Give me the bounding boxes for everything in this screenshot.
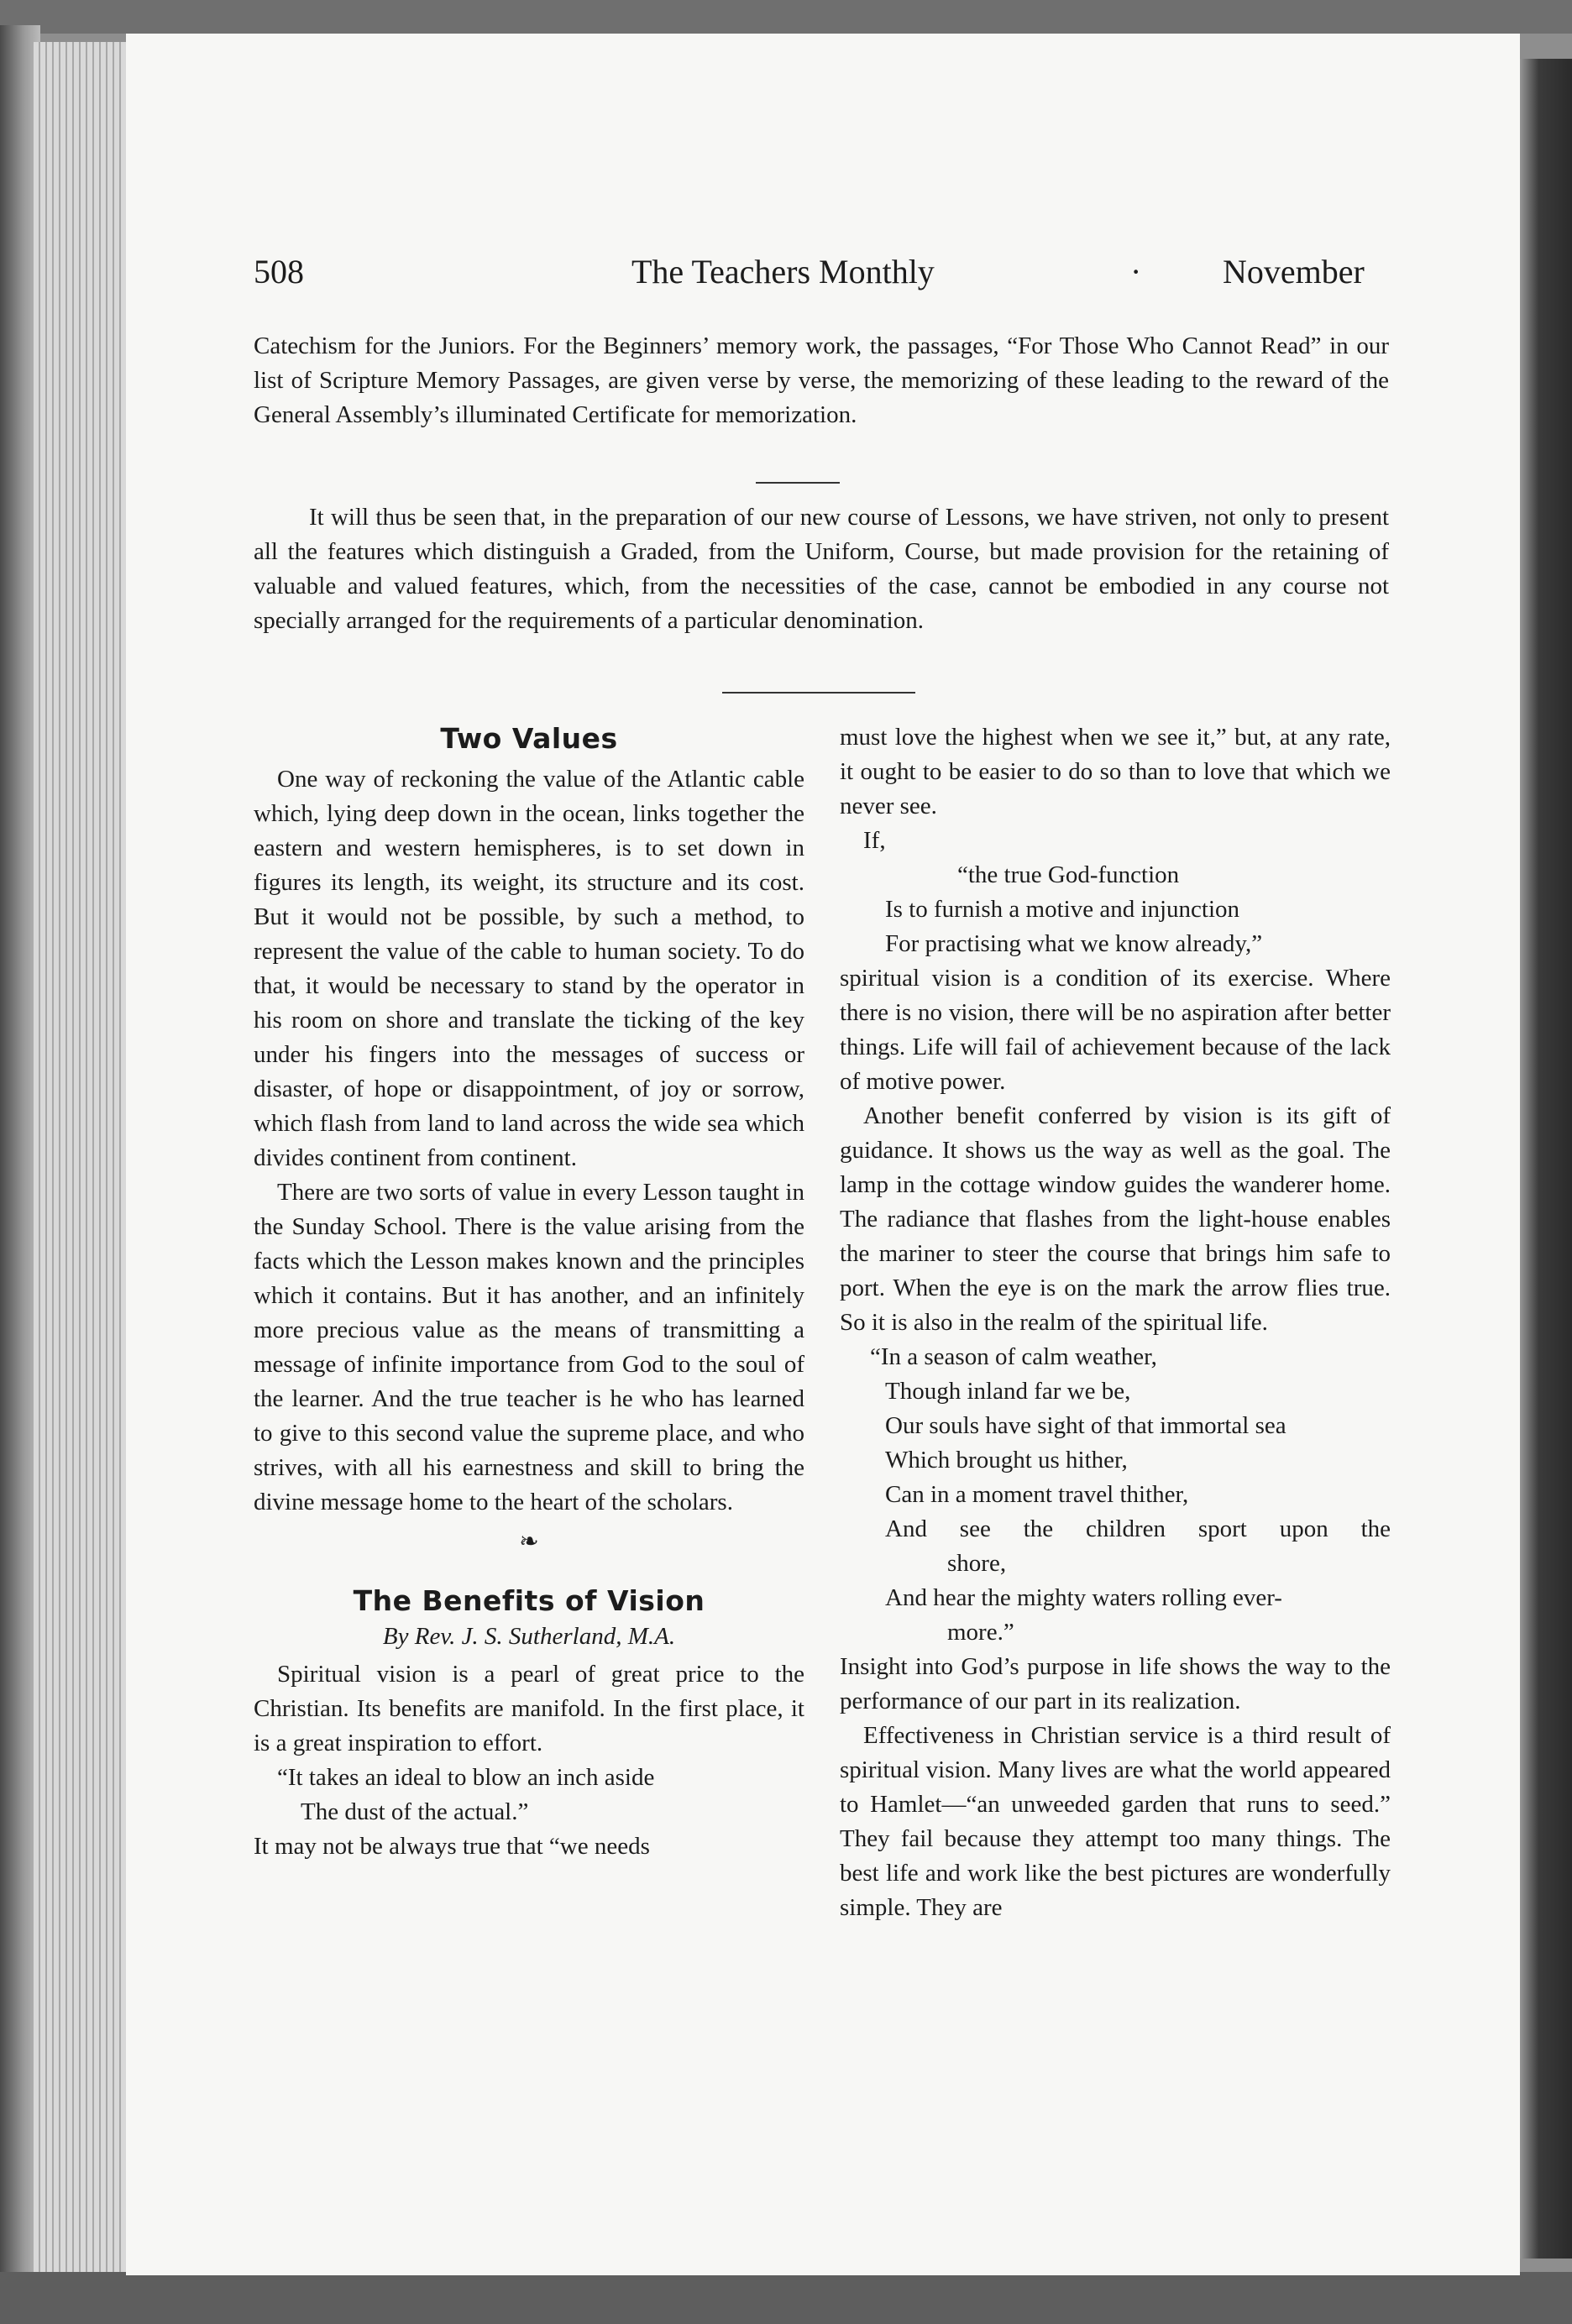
quote-2-line-1: “the true God-function <box>957 861 1180 888</box>
running-month: November <box>1223 253 1365 290</box>
right-page-edge <box>1512 59 1572 2259</box>
benefits-paragraph-2-start: It may not be always true that “we needs <box>254 1833 650 1860</box>
poem-line: Our souls have sight of that immortal sea <box>885 1412 1286 1439</box>
quote-1-line-1: “It takes an ideal to blow an inch aside <box>277 1764 655 1791</box>
quote-2-line-3: For practising what we know already,” <box>885 930 1263 957</box>
poem-line: Can in a moment travel thither, <box>885 1481 1189 1508</box>
benefits-paragraph-1: Spiritual vision is a pearl of great price to the Christian. Its benefits are manifold. In the first place, it is a great inspiration to effort. <box>254 1661 804 1756</box>
benefits-paragraph-3: spiritual vision is a condition of its exercise. Where there is no vision, there will be no aspiration after better things. Life will fail of achievement because of the lack of motive power. <box>840 965 1391 1095</box>
left-column <box>254 720 804 1864</box>
two-values-paragraph-2: There are two sorts of value in every Lesson taught in the Sunday School. There is the value arising from the facts which the Lesson makes known and the principles which it contains. But it has another, and an infinitely more precious value as the means of transmitting a message of infinite importance from God to the soul of the learner. And the true teacher is he who has learned to give to this second value the supreme place, and who strives, with all his earnestness and skill to bring the divine message home to the heart of the scholars. <box>254 1179 804 1515</box>
quote-2-line-2: Is to furnish a motive and injunction <box>885 896 1240 923</box>
intro-paragraph-1: Catechism for the Juniors. For the Beginners’ memory work, the passages, “For Those Who Cannot Read” in our list of Scripture Memory Passages, are given verse by verse, the memorizing of these leading to the reward of the General Assembly’s illuminated Certificate for memorization. <box>254 332 1389 428</box>
header-separator: · <box>1130 253 1142 290</box>
benefits-paragraph-4: Another benefit conferred by vision is its gift of guidance. It shows us the way as well as the goal. The lamp in the cottage window guides the wanderer home. The radiance that flashes from the light-house enables the mariner to steer the course that brings him safe to port. When the eye is on the mark the arrow flies true. So it is also in the realm of the spiritual life. <box>840 1102 1391 1336</box>
poem-line: Which brought us hither, <box>885 1447 1128 1473</box>
poem-line: “In a season of calm weather, <box>870 1343 1157 1370</box>
article-title-benefits-of-vision: The Benefits of Vision <box>353 1584 705 1617</box>
scan-top-edge <box>0 0 1572 34</box>
poem-line: And see the children sport upon the <box>885 1515 1391 1542</box>
poem-line: Though inland far we be, <box>885 1378 1131 1405</box>
benefits-paragraph-2-continued: must love the highest when we see it,” but, at any rate, it ought to be easier to do so than to love that which we never see. <box>840 724 1391 819</box>
poem-line: And hear the mighty waters rolling ever- <box>885 1584 1282 1611</box>
running-title: The Teachers Monthly <box>631 253 935 290</box>
ornament-icon: ❧ <box>519 1529 539 1555</box>
article-byline: By Rev. J. S. Sutherland, M.A. <box>382 1623 676 1650</box>
quote-1-line-2: The dust of the actual.” <box>301 1798 529 1825</box>
page-number: 508 <box>254 253 304 290</box>
poem <box>840 1340 1391 1650</box>
intro-paragraph-2: It will thus be seen that, in the preparation of our new course of Lessons, we have striven, not only to present all the features which distinguish a Graded, from the Uniform, Course, but made provision for the retaining of valuable and valued features, which, from the necessities of the case, cannot be embodied in any course not specially arranged for the requirements of a particular denomination. <box>254 504 1389 634</box>
section-divider-short <box>756 482 840 484</box>
scan-bottom-edge <box>0 2272 1572 2324</box>
quote-2 <box>840 858 1391 961</box>
benefits-paragraph-6: Effectiveness in Christian service is a third result of spiritual vision. Many lives are what the world appeared to Hamlet—“an unweeded garden that runs to seed.” They fail because they attempt too many things. The best life and work like the best pictures are wonderfully simple. They are <box>840 1722 1391 1921</box>
article-title-two-values: Two Values <box>440 722 618 755</box>
right-column <box>840 720 1391 1925</box>
if-line: If, <box>863 827 886 854</box>
benefits-paragraph-5: Insight into God’s purpose in life shows the way to the performance of our part in its realization. <box>840 1653 1391 1714</box>
poem-line: shore, <box>947 1550 1007 1577</box>
two-values-paragraph-1: One way of reckoning the value of the Atlantic cable which, lying deep down in the ocean, links together the eastern and western hemispheres, is to set down in figures its length, its weight, its structure and its cost. But it would not be possible, by such a method, to represent the value of the cable to human society. To do that, it would be necessary to stand by the operator in his room on shore and translate the ticking of the key under his fingers into the messages of success or disaster, of hope or disappointment, of joy or sorrow, which flash from land to land across the wide sea which divides continent from continent. <box>254 766 804 1171</box>
section-divider-long <box>722 692 915 694</box>
poem-line: more.” <box>947 1619 1014 1646</box>
quote-1 <box>254 1761 804 1829</box>
